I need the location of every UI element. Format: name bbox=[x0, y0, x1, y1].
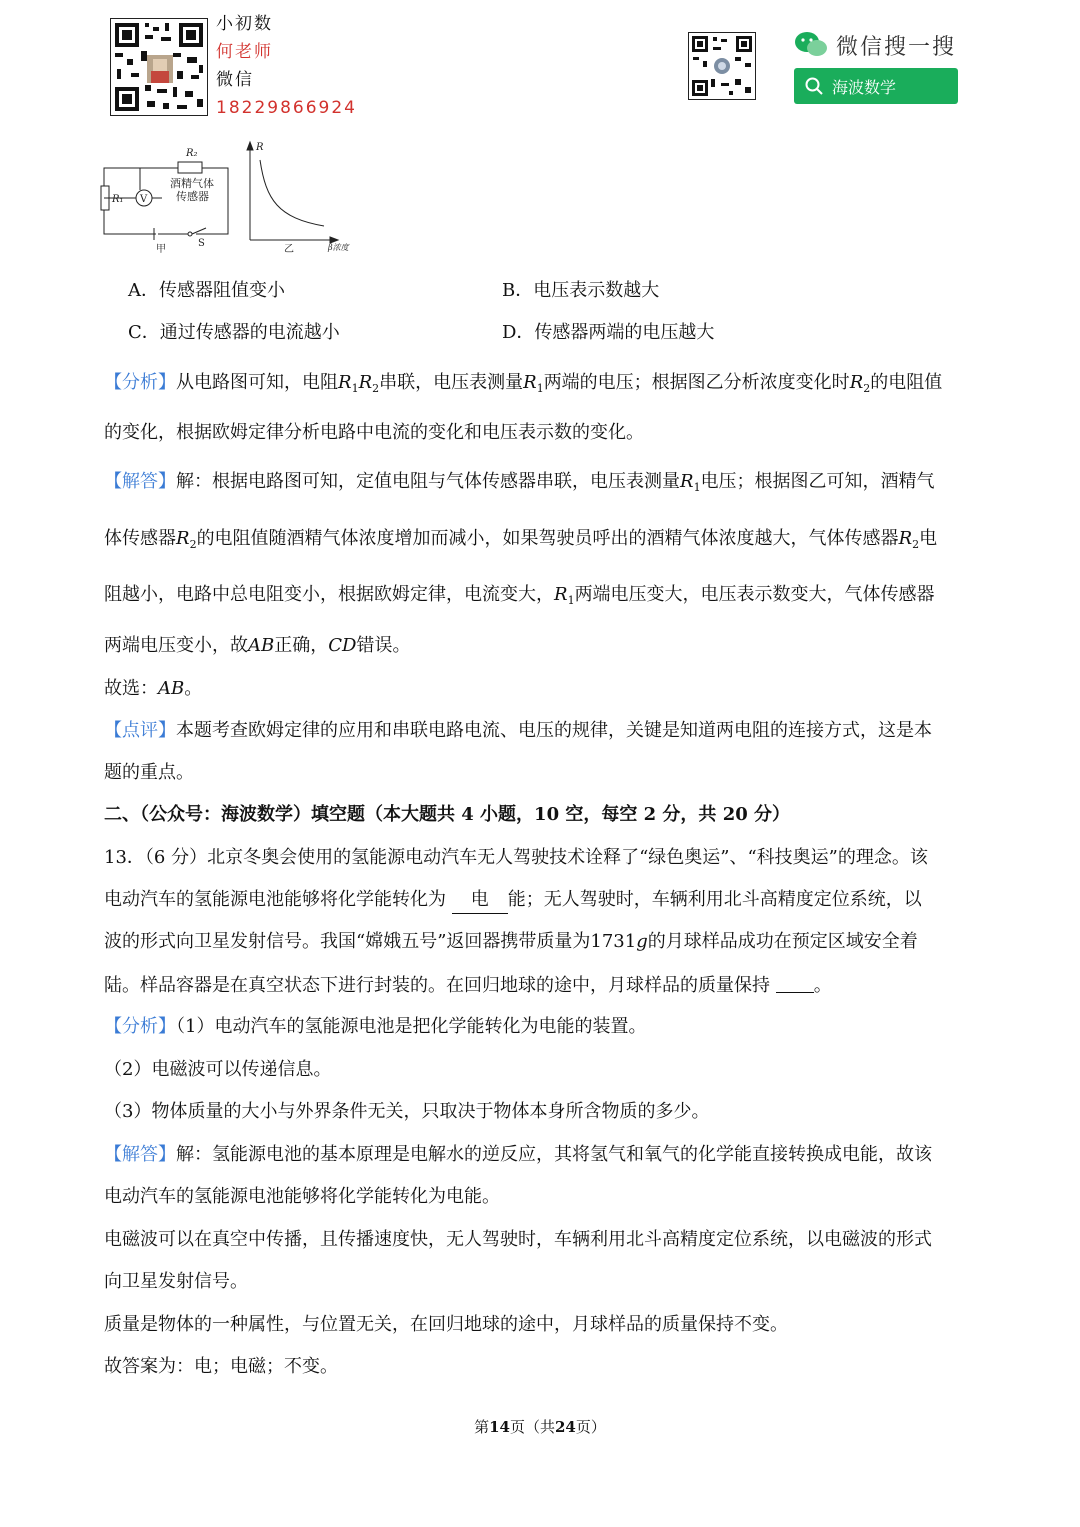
choice-d: D．传感器两端的电压越大 bbox=[502, 322, 715, 343]
wechat-qr-code bbox=[688, 32, 756, 100]
q13-solution-line-2: 电动汽车的氢能源电池能够将化学能转化为电能。 bbox=[104, 1186, 500, 1207]
q13-solution-line-4: 向卫星发射信号。 bbox=[104, 1271, 248, 1292]
q13-solution-line-5: 质量是物体的一种属性，与位置无关，在回归地球的途中，月球样品的质量保持不变。 bbox=[104, 1314, 788, 1335]
wechat-search-title: 微信搜一搜 bbox=[836, 34, 957, 60]
section-heading: 二、（公众号：海波数学）填空题（本大题共 4 小题，10 空，每空 2 分，共 20 分） bbox=[104, 804, 791, 825]
q13-solution-line-3: 电磁波可以在真空中传播，且传播速度快，无人驾驶时，车辆利用北斗高精度定位系统，以电磁波的形式 bbox=[104, 1229, 932, 1250]
analysis-tag: 【分析】 bbox=[104, 372, 176, 393]
q13-line-4: 陆。样品容器是在真空状态下进行封装的。在回归地球的途中，月球样品的质量保持 。 bbox=[104, 972, 976, 999]
q12-answer: 故选：AB。 bbox=[104, 678, 203, 699]
q12-comment-line-1: 【点评】本题考查欧姆定律的应用和串联电路电流、电压的规律，关键是知道两电阻的连接方式，这是本 bbox=[104, 720, 932, 741]
solution-tag: 【解答】 bbox=[104, 471, 176, 492]
page-total: 24 bbox=[555, 1418, 576, 1436]
switch-label: S bbox=[198, 238, 205, 249]
q13-answer: 故答案为：电；电磁；不变。 bbox=[104, 1356, 338, 1377]
q12-comment-line-2: 题的重点。 bbox=[104, 762, 194, 783]
comment-tag: 【点评】 bbox=[104, 720, 176, 741]
wechat-logo-icon bbox=[794, 31, 828, 59]
graph-y-axis-label: R bbox=[256, 142, 264, 153]
q12-solution-line-2: 体传感器$R_2$的电阻值随酒精气体浓度增加而减小，如果驾驶员呼出的酒精气体浓度越大，气体传感器$R_2$电 bbox=[104, 528, 938, 551]
choice-a: A．传感器阻值变小 bbox=[128, 280, 285, 301]
q13-line-2: 电动汽车的氢能源电池能够将化学能转化为 电 能；无人驾驶时，车辆利用北斗高精度定位系统，以 bbox=[104, 887, 976, 914]
contact-line-teacher: 何老师 bbox=[216, 42, 273, 62]
sensor-label-line1: 酒精气体 bbox=[170, 177, 214, 190]
graph-caption: 乙 bbox=[284, 244, 294, 255]
q13-answer-blank-2 bbox=[776, 972, 814, 993]
q13-analysis-line-3: （3）物体质量的大小与外界条件无关，只取决于物体本身所含物质的多少。 bbox=[104, 1101, 710, 1122]
analysis-tag: 【分析】 bbox=[104, 1016, 176, 1037]
solution-tag: 【解答】 bbox=[104, 1144, 176, 1165]
q13-line-1: 13．（6 分）北京冬奥会使用的氢能源电动汽车无人驾驶技术诠释了“绿色奥运”、“科技奥运”的理念。该 bbox=[104, 847, 928, 868]
graph-x-axis-label: β浓度 bbox=[328, 243, 349, 252]
r2-label: R₂ bbox=[186, 148, 198, 159]
r1-label: R₁ bbox=[112, 194, 124, 205]
page-number: 14 bbox=[489, 1418, 510, 1436]
contact-line-1: 小初数 bbox=[216, 14, 273, 34]
q12-solution-line-4: 两端电压变小，故AB正确，CD错误。 bbox=[104, 635, 411, 656]
contact-qr-code bbox=[110, 18, 208, 116]
q13-answer-blank-1: 电 bbox=[452, 887, 508, 914]
page-footer: 第14页（共24页） bbox=[474, 1418, 606, 1436]
q12-solution-line-3: 阻越小，电路中总电阻变小，根据欧姆定律，电流变大，$R_1$两端电压变大，电压表示数变大，气体传感器 bbox=[104, 584, 935, 607]
q12-solution-line-1: 【解答】解：根据电路图可知，定值电阻与气体传感器串联，电压表测量$R_1$电压；根据图乙可知，酒精气 bbox=[104, 471, 935, 494]
sensor-label-line2: 传感器 bbox=[176, 190, 209, 203]
search-icon bbox=[804, 76, 824, 96]
q13-solution-line-1: 【解答】解：氢能源电池的基本原理是电解水的逆反应，其将氢气和氧气的化学能直接转换成电能，故该 bbox=[104, 1144, 932, 1165]
q12-analysis-line-2: 的变化，根据欧姆定律分析电路中电流的变化和电压表示数的变化。 bbox=[104, 422, 644, 443]
wechat-search-widget bbox=[794, 28, 958, 104]
r-beta-graph bbox=[247, 142, 338, 243]
q12-analysis-line-1: 【分析】从电路图可知，电阻$R_1R_2$串联，电压表测量$R_1$两端的电压；根据图乙分析浓度变化时$R_2$的电阻值 bbox=[104, 372, 943, 395]
choice-c: C．通过传感器的电流越小 bbox=[128, 322, 340, 343]
choice-b: B．电压表示数越大 bbox=[502, 280, 660, 301]
search-button-label: 海波数学 bbox=[832, 77, 897, 97]
q13-analysis-line-1: 【分析】（1）电动汽车的氢能源电池是把化学能转化为电能的装置。 bbox=[104, 1016, 647, 1037]
voltmeter-label: V bbox=[140, 194, 148, 205]
search-button[interactable] bbox=[794, 68, 958, 104]
q13-analysis-line-2: （2）电磁波可以传递信息。 bbox=[104, 1059, 332, 1080]
circuit-and-graph-figure bbox=[100, 140, 360, 256]
contact-phone-number: 18229866924 bbox=[216, 98, 357, 118]
q13-line-3: 波的形式向卫星发射信号。我国“嫦娥五号”返回器携带质量为1731g的月球样品成功在预定区域安全着 bbox=[104, 931, 918, 952]
contact-info bbox=[216, 10, 357, 122]
circuit-caption: 甲 bbox=[156, 244, 166, 255]
contact-line-wechat: 微信 bbox=[216, 70, 254, 90]
